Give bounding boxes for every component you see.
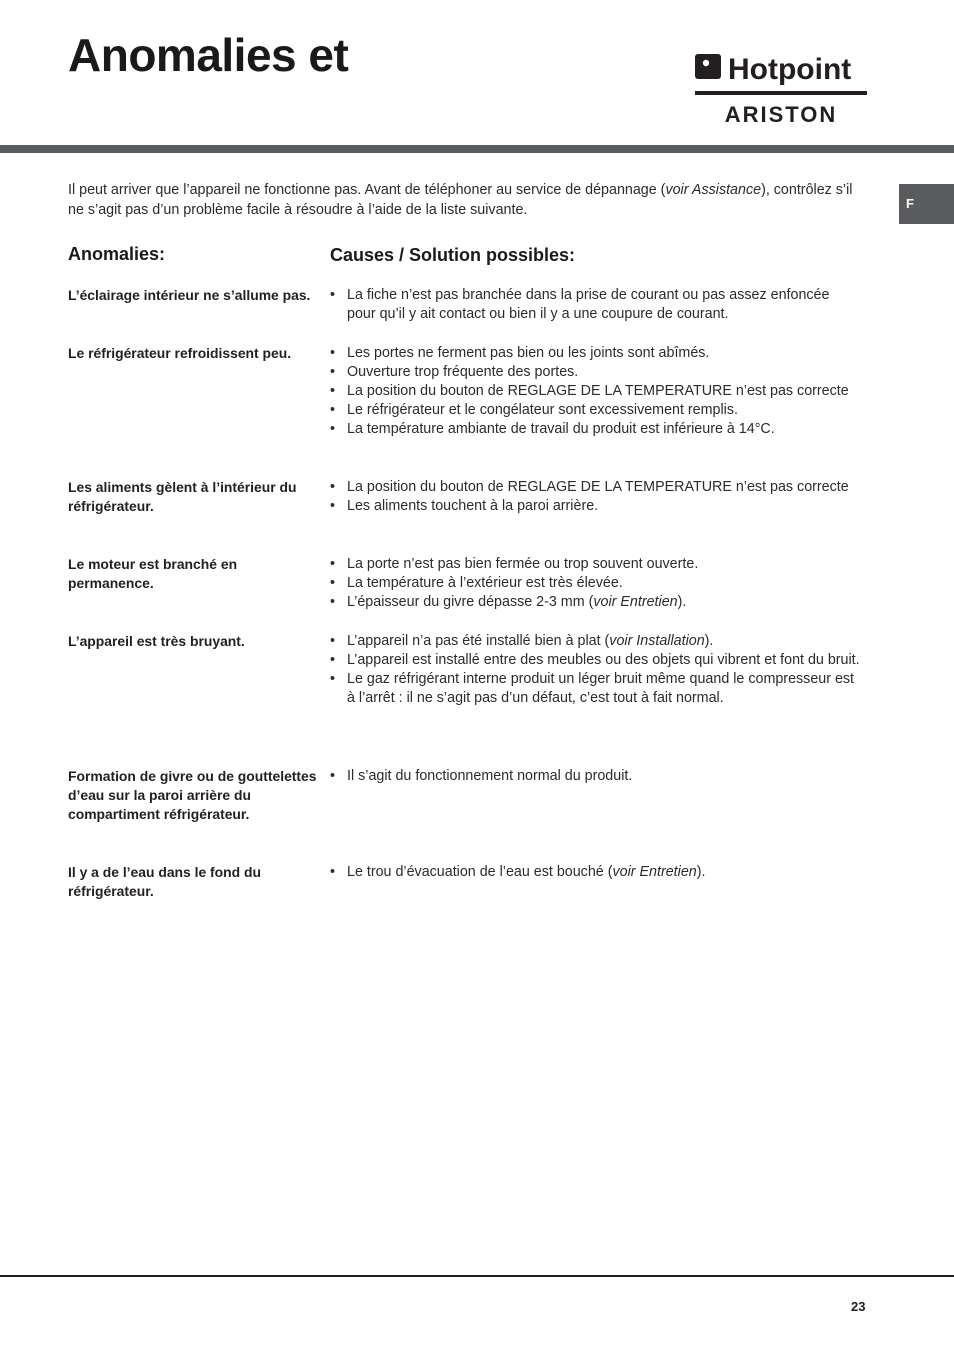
- language-tab: F: [899, 184, 954, 224]
- bullet-icon: •: [330, 383, 336, 400]
- list-item: • La température ambiante de travail du produit est inférieure à 14°C.: [330, 420, 860, 439]
- bullet-icon: •: [330, 864, 336, 880]
- intro-text: Il peut arriver que l’appareil ne fonctionne pas. Avant de téléphoner au service de dépannage (: [68, 182, 666, 198]
- anomaly-label: Le réfrigérateur refroidissent peu.: [68, 345, 292, 361]
- anomaly-label: L’éclairage intérieur ne s’allume pas.: [68, 287, 311, 303]
- list-item: • L’appareil est installé entre des meubles ou des objets qui vibrent et font du bruit.: [330, 651, 860, 670]
- cross-reference: voir Installation: [609, 633, 705, 649]
- list-item: • Les portes ne ferment pas bien ou les joints sont abîmés.: [330, 344, 860, 363]
- anomalies-heading: Anomalies:: [68, 244, 166, 264]
- causes-list: [330, 478, 860, 516]
- list-item: • Le réfrigérateur et le congélateur sont excessivement remplis.: [330, 401, 860, 420]
- bullet-icon: •: [330, 594, 336, 611]
- bullet-icon: •: [330, 556, 336, 572]
- anomaly-label: Le moteur est branché en permanence.: [68, 556, 238, 591]
- list-item: • La porte n’est pas bien fermée ou trop souvent ouverte.: [330, 555, 860, 574]
- list-item: • La position du bouton de REGLAGE DE LA TEMPERATURE n’est pas correcte: [330, 478, 860, 497]
- causes-list: [330, 767, 860, 786]
- list-item: • La fiche n’est pas branchée dans la prise de courant ou pas assez enfoncée pour qu’il y ait contact ou bien il y a une coupure de courant.: [330, 287, 830, 323]
- list-item: • L’épaisseur du givre dépasse 2-3 mm (voir Entretien).: [330, 593, 860, 612]
- bullet-icon: •: [330, 768, 336, 784]
- anomaly-label: Formation de givre ou de gouttelettes d’eau sur la paroi arrière du compartiment réfrigérateur.: [68, 768, 317, 822]
- causes-list: [330, 286, 860, 324]
- bullet-icon: •: [330, 652, 336, 669]
- intro-reference: voir Assistance: [665, 182, 762, 198]
- bullet-icon: •: [330, 633, 336, 649]
- footer-divider: [0, 1275, 954, 1277]
- causes-list: [330, 344, 860, 439]
- logo-brand: Hotpoint: [728, 53, 852, 86]
- header-bar: [0, 145, 954, 153]
- causes-heading: Causes / Solution possibles:: [330, 245, 576, 265]
- bullet-icon: •: [330, 575, 336, 592]
- bullet-icon: •: [330, 479, 336, 495]
- list-item: • L’appareil n’a pas été installé bien à plat (voir Installation).: [330, 632, 860, 651]
- list-item: • Les aliments touchent à la paroi arrière.: [330, 497, 860, 516]
- causes-list: [330, 863, 860, 882]
- bullet-icon: •: [330, 364, 336, 381]
- anomaly-label: L’appareil est très bruyant.: [68, 633, 245, 649]
- list-item: • Il s’agit du fonctionnement normal du produit.: [330, 767, 860, 786]
- anomaly-label: Il y a de l’eau dans le fond du réfrigérateur.: [68, 864, 261, 899]
- cross-reference: voir Entretien: [593, 594, 678, 611]
- page-number: 23: [851, 1299, 866, 1314]
- intro-text-end: ), contrôlez s’il ne s’agit pas d’un problème facile à résoudre à l’aide de la liste suivante.: [68, 182, 853, 218]
- intro-paragraph: [68, 181, 868, 220]
- causes-list: [330, 555, 860, 612]
- anomaly-label: Les aliments gèlent à l’intérieur du réfrigérateur.: [68, 479, 297, 514]
- bullet-icon: •: [330, 421, 336, 438]
- list-item: • Le gaz réfrigérant interne produit un léger bruit même quand le compresseur est à l’arrêt : il ne s’agit pas d’un défaut, c’est tout à fait normal.: [330, 671, 855, 707]
- logo-sub: ARISTON: [724, 102, 838, 125]
- bullet-icon: •: [330, 345, 336, 361]
- page-title: Anomalies et: [68, 29, 349, 81]
- bullet-icon: •: [330, 402, 336, 419]
- bullet-icon: •: [330, 287, 336, 303]
- cross-reference: voir Entretien: [612, 864, 697, 880]
- list-item: • La position du bouton de REGLAGE DE LA TEMPERATURE n’est pas correcte: [330, 382, 860, 401]
- list-item: • Le trou d’évacuation de l’eau est bouché (voir Entretien).: [330, 863, 860, 882]
- hotpoint-ariston-logo: [694, 50, 869, 125]
- causes-list: [330, 632, 860, 708]
- bullet-icon: •: [330, 671, 336, 688]
- list-item: • Ouverture trop fréquente des portes.: [330, 363, 860, 382]
- bullet-icon: •: [330, 498, 336, 515]
- list-item: • La température à l’extérieur est très élevée.: [330, 574, 860, 593]
